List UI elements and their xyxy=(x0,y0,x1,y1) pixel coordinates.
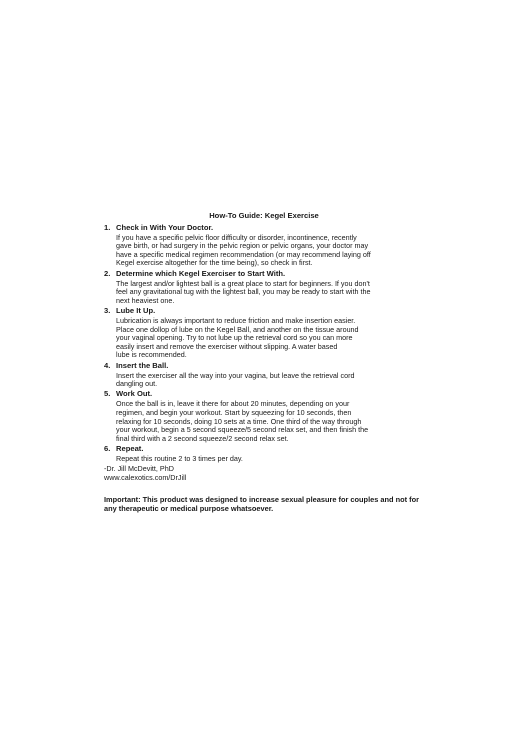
step-title: Insert the Ball. xyxy=(116,360,169,370)
step-body: Once the ball is in, leave it there for about 20 minutes, depending on your regimen, and begin your workout. Start by squeezing for 10 seconds, then relaxing for 10 seconds, doing 10 sets at a time. One third of the way through your workout, begin a 5 second squeeze/5 second relax set, and then finish the final third with a 2 second squeeze/2 second relax set. xyxy=(116,399,369,443)
step-number: 1. xyxy=(104,222,111,232)
step-item xyxy=(104,224,424,268)
step-number: 4. xyxy=(104,360,111,370)
step-title: Check in With Your Doctor. xyxy=(116,222,214,232)
step-number: 2. xyxy=(104,268,111,278)
steps-list xyxy=(104,224,424,464)
step-number: 5. xyxy=(104,389,111,399)
important-disclaimer: Important: This product was designed to increase sexual pleasure for couples and not for any therapeutic or medical purpose whatsoever. xyxy=(104,495,419,514)
website-url: www.calexotics.com/DrJill xyxy=(104,472,187,482)
step-body: Insert the exerciser all the way into your vagina, but leave the retrieval cord dangling out. xyxy=(116,370,355,389)
step-body: If you have a specific pelvic floor difficulty or disorder, incontinence, recently gave birth, or had surgery in the pelvic region or pelvic organs, your doctor may have a specific medical regimen recommendation (or may recommend laying off Kegel exercise altogether for the time being), so check in first. xyxy=(116,232,371,268)
step-title: Repeat. xyxy=(116,443,144,453)
step-item xyxy=(104,270,424,306)
step-body: The largest and/or lightest ball is a great place to start for beginners. If you don't feel any gravitational tug with the lightest ball, you may be ready to start with the next heaviest one. xyxy=(116,278,371,305)
step-item xyxy=(104,390,424,443)
step-title: Lube It Up. xyxy=(116,305,156,315)
step-body: Lubrication is always important to reduce friction and make insertion easier. Place one dollop of lube on the Kegel Ball, and another on the tissue around your vaginal opening. Try to not lube up the retrieval cord so you can more easily insert and remove the exerciser without slipping. A water based lube is recommended. xyxy=(116,316,359,360)
step-title: Determine which Kegel Exerciser to Start With. xyxy=(116,268,286,278)
step-item xyxy=(104,445,424,464)
instruction-sheet xyxy=(104,212,424,514)
signature-block xyxy=(104,465,424,482)
step-item xyxy=(104,307,424,360)
document-title: How-To Guide: Kegel Exercise xyxy=(209,211,319,220)
author-signature: -Dr. Jill McDevitt, PhD xyxy=(104,464,174,474)
step-number: 6. xyxy=(104,443,111,453)
step-number: 3. xyxy=(104,305,111,315)
step-body: Repeat this routine 2 to 3 times per day. xyxy=(116,453,243,463)
step-title: Work Out. xyxy=(116,389,153,399)
step-item xyxy=(104,362,424,389)
